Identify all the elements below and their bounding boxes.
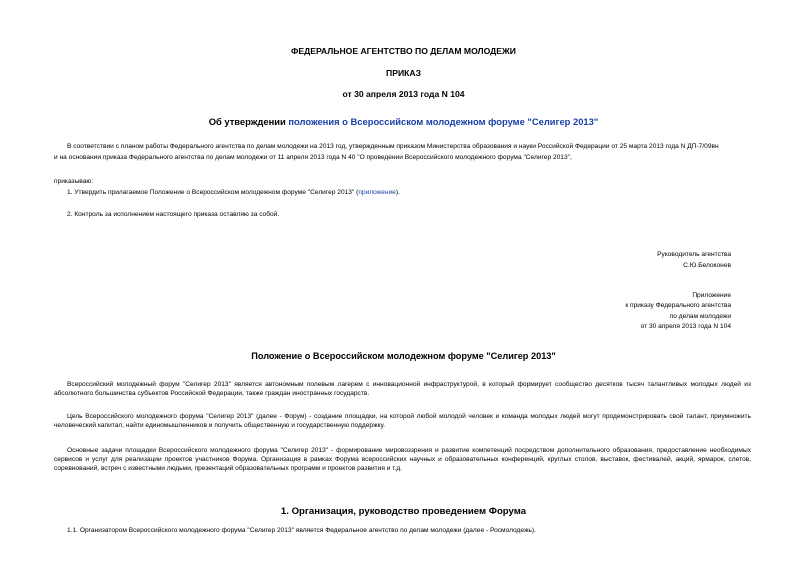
order-item-1-end: ). xyxy=(395,189,400,196)
signature-name: С.Ю.Белоконев xyxy=(683,262,731,269)
appendix-line-4: от 30 апреля 2013 года N 104 xyxy=(640,323,731,330)
intro-line-2: и на основании приказа Федерального агентства по делам молодежи от 11 апреля 2013 года N 40 "О проведении Всероссийского молодежного форума "Селигер 2013", xyxy=(54,154,572,161)
order-item-1 xyxy=(67,189,400,198)
doc-type: ПРИКАЗ xyxy=(386,68,421,78)
order-word: приказываю: xyxy=(54,178,94,185)
appendix-line-2: к приказу Федерального агентства xyxy=(625,302,731,309)
regulation-link[interactable]: положения о Всероссийском молодежном форуме "Селигер 2013" xyxy=(288,116,599,127)
regulation-title: Положение о Всероссийском молодежном форуме "Селигер 2013" xyxy=(251,351,556,361)
order-title xyxy=(0,116,807,129)
section-1-paragraph-1: 1.1. Организатором Всероссийского молодежного форума "Селигер 2013" является Федеральное агентство по делам молодежи (далее - Росмолодежь). xyxy=(67,527,536,534)
regulation-paragraph-2: Цель Всероссийского молодежного форума "Селигер 2013" (далее - Форум) - создание площадки, на которой любой молодой человек и команда молодых людей могут продемонстрировать свой талант, приумножить человеческий капитал, найти единомышленников и получить общественную и государственную поддержку. xyxy=(54,413,751,429)
agency-name: ФЕДЕРАЛЬНОЕ АГЕНТСТВО ПО ДЕЛАМ МОЛОДЕЖИ xyxy=(291,46,516,56)
signature-position: Руководитель агентства xyxy=(657,251,731,258)
regulation-paragraph-1: Всероссийский молодежный форум "Селигер 2013" является автономным полевым лагерем с инновационной инфраструктурой, в который формирует сообщество десятков тысяч талантливых молодых людей из абсолютного большинства субъектов Российской Федерации, также граждан иностранных государств. xyxy=(54,381,751,397)
section-1-title: 1. Организация, руководство проведением Форума xyxy=(280,506,527,517)
regulation-paragraph-3: Основные задачи площадки Всероссийского молодежного форума "Селигер 2013" - формирование мировоззрения и развитие компетенций посредством дополнительного образования, предоставление необходимых сервисов и услуг для реализации проектов участников Форума. Организация в рамках Форума всероссийских научных и образовательных конференций, круглых столов, выставок, фестивалей, акций, ярмарок, слетов, соревнований, встреч с известными людьми, презентаций образовательных программ и проектов развития и т.д. xyxy=(54,447,751,472)
order-item-1-text: 1. Утвердить прилагаемое Положение о Всероссийском молодежном форуме "Селигер 2013" ( xyxy=(67,189,359,196)
appendix-link[interactable]: приложение xyxy=(358,189,396,196)
order-title-prefix: Об утверждении xyxy=(208,116,289,127)
intro-line-1: В соответствии с планом работы Федерального агентства по делам молодежи на 2013 год, утвержденным приказом Министерства образования и науки Российской Федерации от 25 марта 2013 года N ДП-7/09вн xyxy=(67,143,719,150)
appendix-line-1: Приложение xyxy=(692,292,731,299)
order-date: от 30 апреля 2013 года N 104 xyxy=(342,89,465,99)
order-item-2: 2. Контроль за исполнением настоящего приказа оставляю за собой. xyxy=(67,211,280,218)
appendix-line-3: по делам молодежи xyxy=(669,313,731,320)
